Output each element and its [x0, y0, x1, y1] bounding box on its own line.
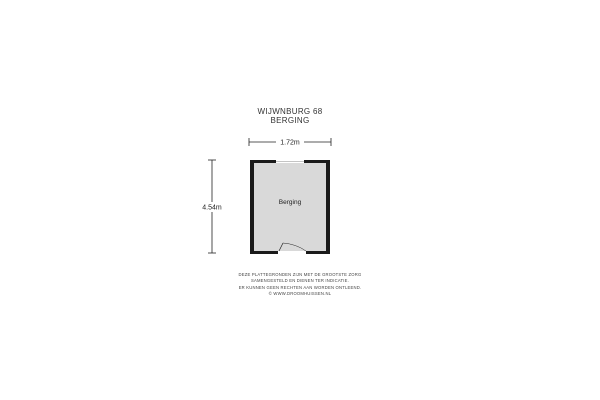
- disclaimer-line-4: © WWW.DROOMHUISSEN.NL: [268, 291, 332, 297]
- height-dimension: [197, 160, 227, 253]
- address-title: WIJWNBURG 68: [257, 107, 323, 116]
- width-label: 1.72m: [280, 139, 300, 147]
- disclaimer-line-1: DEZE PLATTEGRONDEN ZIJN MET DE GROOTSTE ZORG: [238, 272, 362, 277]
- disclaimer: [200, 272, 400, 298]
- width-dimension: [249, 136, 331, 147]
- disclaimer-line-2: SAMENGESTELD EN DIENEN TER INDICATIE.: [251, 278, 349, 284]
- door-opening: [278, 251, 306, 254]
- floor-title: BERGING: [270, 116, 310, 125]
- disclaimer-line-3: ER KUNNEN GEEN RECHTEN AAN WORDEN ONTLEEND.: [238, 284, 362, 290]
- room-label: Berging: [278, 199, 302, 206]
- room-floor: [254, 163, 326, 251]
- height-label: 4.54m: [202, 204, 222, 212]
- room-berging: [250, 160, 330, 254]
